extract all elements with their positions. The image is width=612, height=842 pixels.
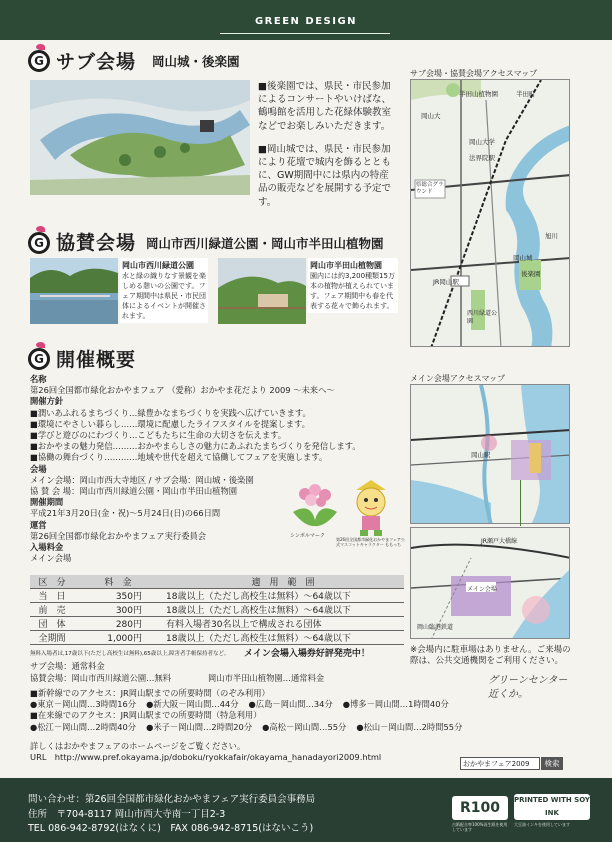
- fee-table: [30, 575, 404, 645]
- table-row: [30, 631, 404, 645]
- fee-cell: 前 売: [30, 603, 74, 617]
- map-label-nishikawa: 西川緑道公園: [467, 310, 498, 325]
- shinkansen-time: ●新大阪－岡山間…44分: [146, 699, 239, 710]
- map-label-okayama-university: 岡山大学: [469, 138, 495, 146]
- policy-item: ■学びと遊びのにわづくり…こどもたちに生命の大切さを伝えます。: [30, 430, 287, 441]
- symbol-mark-caption: シンボルマーク: [290, 533, 325, 539]
- map-label-okayama-station-main: 岡山駅: [471, 451, 491, 459]
- r100-note: 古紙配合率100%再生紙を使用しています: [452, 822, 508, 832]
- sub-venue-bullet: ■後楽園では、県民・市民参加によるコンサートやいけばな、鶴鳴館を活用した花緑体験教室などでお楽しみいただきます。: [258, 81, 392, 132]
- footer-contact-block: [28, 793, 315, 837]
- access-block: [30, 688, 560, 763]
- cosponsor-fee-1: 協賛会場：岡山市西川緑道公園…無料: [30, 673, 172, 683]
- fee-cell: 18歳以上（ただし高校生は無料）～64歳以下: [162, 631, 404, 645]
- map-label-jr-line: JR瀬戸大橋線: [481, 538, 517, 545]
- sub-venue-bullets: [258, 80, 398, 209]
- nishikawa-photo: [30, 258, 118, 324]
- sub-venue-access-map: [410, 79, 570, 347]
- sub-map-title: サブ会場・協賛会場アクセスマップ: [410, 69, 538, 78]
- nishikawa-name: 岡山市西川緑道公園: [122, 261, 194, 270]
- policy-label: 開催方針: [30, 396, 64, 407]
- parking-note: ※会場内に駐車場はありません。ご来場の際は、公共交通機関をご利用ください。: [410, 645, 571, 666]
- main-map-title: メイン会場アクセスマップ: [410, 374, 506, 383]
- map-connector-line: [520, 480, 521, 526]
- policy-item: ■環境にやさしい暮らし……環境に配慮したライフスタイルを提案します。: [30, 418, 310, 429]
- cosponsor-subtitle: 岡山市西川緑道公園・岡山市半田山植物園: [146, 236, 384, 251]
- sub-venue-bullet: ■岡山城では、県民・市民参加により花壇で城内を飾るとともに、GW期間中には県内の特産品の販売などを展開する予定です。: [258, 143, 392, 208]
- fee-header-cell: 区 分: [30, 575, 74, 589]
- soy-ink-note: 大豆油インキを使用しています: [514, 822, 570, 827]
- fee-cell: 300円: [74, 603, 162, 617]
- fee-cell: 団 体: [30, 617, 74, 631]
- r100-logo: R100: [452, 796, 508, 820]
- nishikawa-caption: [120, 258, 208, 323]
- express-label: ■在来線でのアクセス：JR岡山駅までの所要時間（特急利用）: [30, 710, 262, 721]
- table-row: [30, 589, 404, 603]
- fee-header-cell: 適 用 範 囲: [162, 575, 404, 589]
- sub-venue-subtitle: 岡山城・後楽園: [152, 54, 240, 69]
- main-venue-label: メイン会場: [30, 553, 72, 564]
- search-button[interactable]: 検索: [541, 757, 563, 770]
- g-logo-icon: G: [28, 348, 50, 370]
- operator: 第26回全国都市緑化おかやまフェア実行委員会: [30, 530, 207, 541]
- shinkansen-time: ●博多－岡山間…1時間40分: [342, 699, 449, 710]
- footer-address: 住所 〒704-8117 岡山市西大寺南一丁目2-3: [28, 808, 226, 820]
- ticket-notice: メイン会場入場券好評発売中！: [244, 649, 370, 659]
- handwritten-note: グリーンセンター 近くか。: [488, 675, 568, 700]
- fee-cell: 当 日: [30, 589, 74, 603]
- handayama-desc: 園内には約3,200種類15万本の植物が植えられています。フェア期間中も春を代表する花々で飾られます。: [310, 272, 395, 310]
- fee-cell: 有料入場者30名以上で構成される団体: [162, 617, 404, 631]
- symbol-mark-flower-icon: [285, 482, 345, 532]
- shinkansen-time: ●東京－岡山間…3時間16分: [30, 699, 137, 710]
- sub-venue-title: サブ会場: [56, 51, 137, 73]
- shinkansen-label: ■新幹線でのアクセス：JR岡山駅までの所要時間（のぞみ利用）: [30, 688, 270, 698]
- map-label-okayama-station: JR岡山駅: [433, 278, 459, 286]
- fee-table-header: [30, 575, 404, 589]
- map-label-handayama: 半田山植物園: [459, 90, 498, 98]
- fee-footnote: 無料入場者は,17歳以下(ただし高校生は無料),65歳以上,障害者手帳保持者など。: [30, 651, 230, 657]
- map-label-rinko: 岡山臨港鉄道: [417, 624, 454, 631]
- map-label-asahi-river: 旭川: [545, 232, 558, 240]
- map-label-korakuen: 後楽園: [521, 270, 541, 278]
- period: 平成21年3月20日(金・祝)～5月24日(日)の66日間: [30, 508, 221, 519]
- table-row: [30, 617, 404, 631]
- map-label-handacho: 半田町: [516, 90, 536, 98]
- express-time: ●米子－岡山間…2時間20分: [146, 721, 253, 732]
- g-logo-icon: G: [28, 50, 50, 72]
- details-note: 詳しくはおかやまフェアのホームページをご覧ください。: [30, 740, 246, 751]
- event-name: 第26回全国都市緑化おかやまフェア （愛称）おかやま花だより 2009 ～未来へ～: [30, 385, 335, 396]
- fee-cell: 350円: [74, 589, 162, 603]
- operator-label: 運営: [30, 519, 47, 530]
- search-input[interactable]: おかやまフェア2009: [460, 757, 540, 770]
- main-venue-wide-map: [410, 384, 570, 524]
- map-label-ground: 県総合グラウンド: [416, 182, 444, 195]
- express-time: ●松山－岡山間…2時間55分: [356, 721, 463, 732]
- footer-phone: TEL 086-942-8792(はなくに) FAX 086-942-8715(はないこう): [28, 823, 314, 834]
- table-row: [30, 603, 404, 617]
- fee-cell: 1,000円: [74, 631, 162, 645]
- fee-label: 入場料金: [30, 542, 64, 553]
- top-bar: [0, 0, 612, 40]
- handayama-caption: [308, 258, 398, 313]
- korakuen-aerial-image: [30, 80, 250, 195]
- cosponsor-title: 協賛会場: [56, 232, 137, 254]
- fee-cell: 18歳以上（ただし高校生は無料）～64歳以下: [162, 603, 404, 617]
- map-label-main-venue: メイン会場: [467, 586, 497, 593]
- policy-item: ■潤いあふれるまちづくり…緑豊かなまちづくりを実践へ広げていきます。: [30, 407, 311, 418]
- homepage-link[interactable]: http://www.pref.okayama.jp/doboku/ryokkafair/okayama_hanadayori2009.html: [54, 752, 382, 763]
- map-label-okadai: 岡山大: [421, 112, 441, 120]
- policy-item: ■協働の舞台づくり…………地域や世代を超えて協働してフェアを実施します。: [30, 452, 328, 463]
- venue-label: 会場: [30, 463, 47, 474]
- handayama-name: 岡山市半田山植物園: [310, 261, 382, 270]
- shinkansen-times: [30, 699, 560, 710]
- nishikawa-desc: 水と緑の織りなす景観を楽しめる憩いの公園です。フェア期間中は県民・市民団体によるイベントが開催されます。: [122, 272, 206, 320]
- url-line: URL http://www.pref.okayama.jp/doboku/ryokkafair/okayama_hanadayori2009.html: [30, 752, 382, 763]
- footer-contact: 問い合わせ：第26回全国都市緑化おかやまフェア実行委員会事務局: [28, 794, 316, 805]
- momocchi-mascot-icon: [348, 480, 394, 536]
- soy-ink-logo: PRINTED WITH SOY INK: [514, 794, 590, 820]
- g-logo-icon: G: [28, 232, 50, 254]
- express-times: [30, 722, 560, 733]
- express-time: ●松江－岡山間…2時間40分: [30, 721, 137, 732]
- name-label: 名称: [30, 374, 47, 384]
- main-venue-detail-map: [410, 527, 570, 639]
- overview-title: 開催概要: [56, 349, 137, 371]
- policy-item: ■おかやまの魅力発信………おかやまらしさの魅力にあふれたまちづくりを発信します。: [30, 441, 361, 452]
- express-time: ●高松－岡山間…55分: [262, 721, 347, 732]
- fee-cell: 18歳以上（ただし高校生は無料）～64歳以下: [162, 589, 404, 603]
- brand-title: GREEN DESIGN: [254, 16, 358, 27]
- handayama-photo: [218, 258, 306, 324]
- fee-cell: 280円: [74, 617, 162, 631]
- sub-fee: サブ会場：通常料金: [30, 661, 105, 671]
- shinkansen-time: ●広島－岡山間…34分: [248, 699, 333, 710]
- cosponsor-fee-2: 岡山市半田山植物園…通常料金: [208, 673, 325, 683]
- map-label-hokaiin-station: 法界院駅: [469, 154, 495, 162]
- venue-line: 協 賛 会 場：岡山市西川緑道公園・岡山市半田山植物園: [30, 486, 238, 497]
- footer: [0, 778, 612, 842]
- fee-header-cell: 料 金: [74, 575, 162, 589]
- header-rule: [220, 33, 390, 34]
- map-label-okayama-castle: 岡山城: [513, 254, 533, 262]
- fee-cell: 全期間: [30, 631, 74, 645]
- period-label: 開催期間: [30, 497, 64, 508]
- momocchi-caption: 第26回全国都市緑化おかやまフェア公式マスコットキャラクター ももっち: [336, 537, 405, 547]
- venue-line: メイン会場：岡山市西大寺地区 / サブ会場：岡山城・後楽園: [30, 474, 254, 485]
